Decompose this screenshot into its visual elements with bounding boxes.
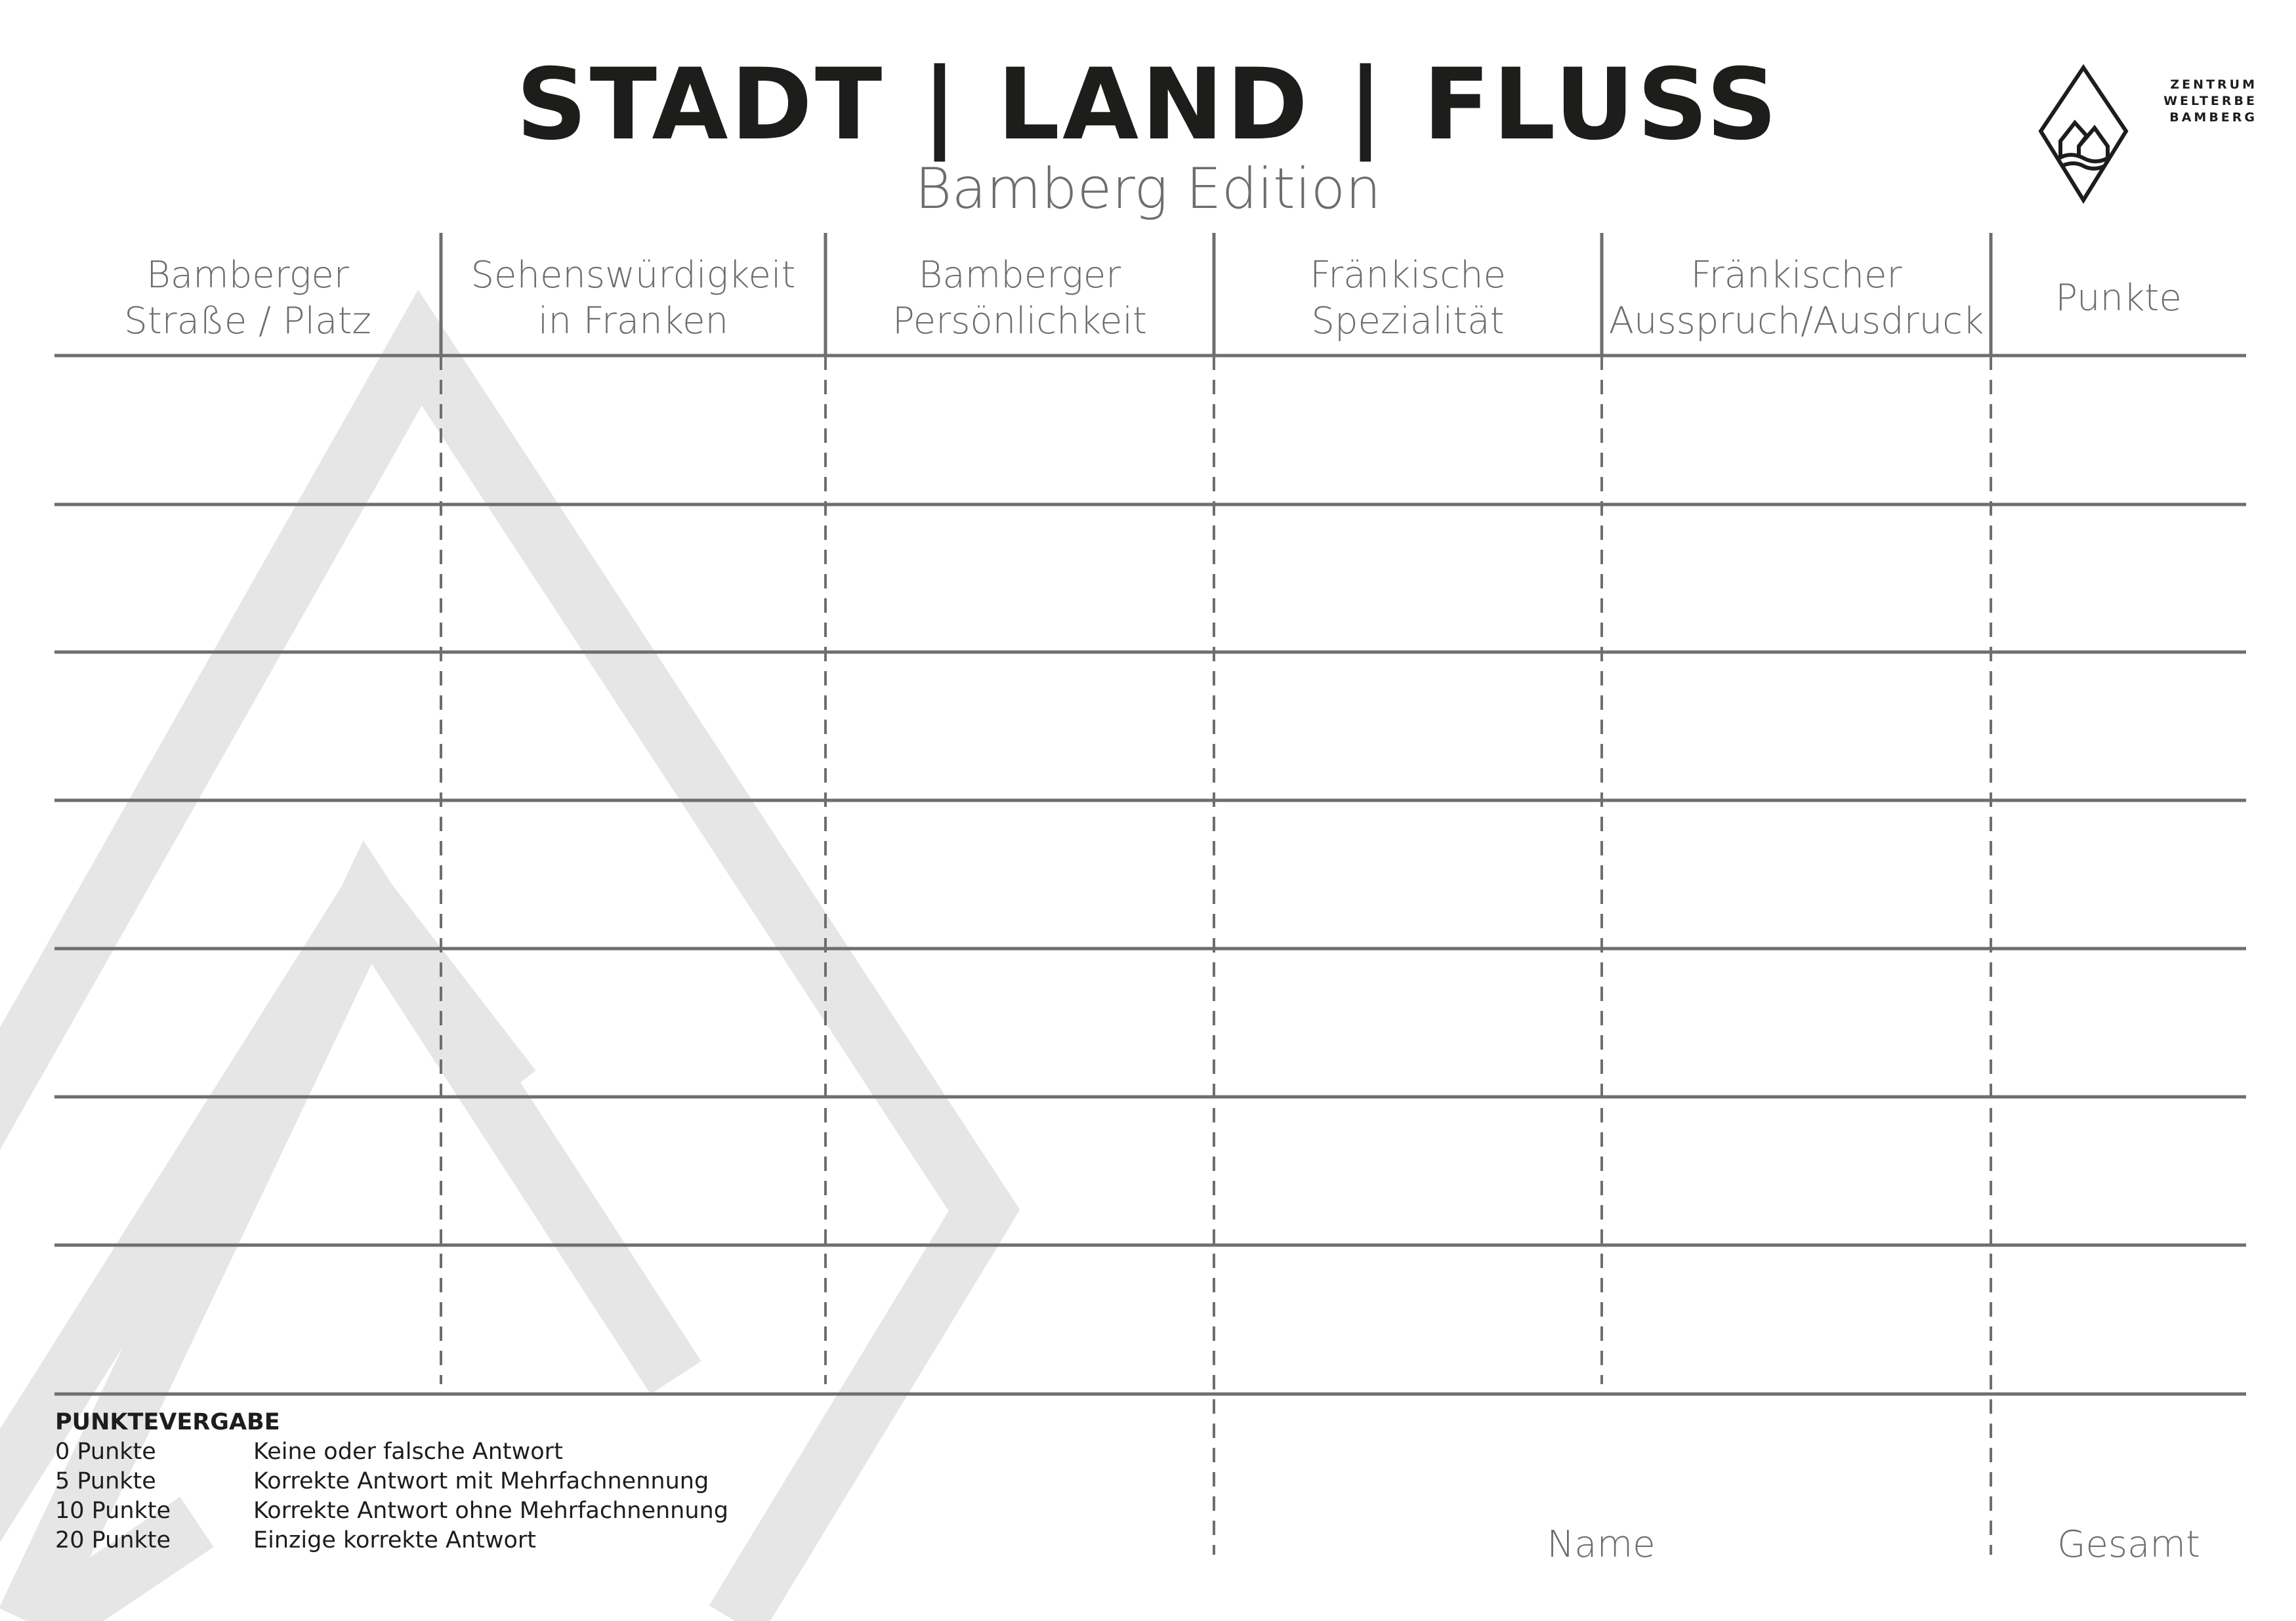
- scoring-legend: [55, 1408, 728, 1555]
- logo-text-line: BAMBERG: [2169, 110, 2257, 125]
- name-label: Name: [1547, 1523, 1656, 1566]
- logo-text-line: ZENTRUM: [2170, 77, 2257, 92]
- scoring-row: 20 Punkte Einzige korrekte Antwort: [55, 1527, 537, 1553]
- column-header-saying: Fränkischer Ausspruch/Ausdruck: [1608, 254, 1984, 342]
- column-header-street: Bamberger Straße / Platz: [124, 254, 371, 342]
- scoring-row: 0 Punkte Keine oder falsche Antwort: [55, 1439, 563, 1465]
- column-header-person: Bamberger Persönlichkeit: [892, 254, 1147, 342]
- scoring-row: 10 Punkte Korrekte Antwort ohne Mehrfachnennung: [55, 1498, 728, 1524]
- total-label: Gesamt: [2057, 1523, 2200, 1566]
- column-header-sight: Sehenswürdigkeit in Franken: [470, 254, 796, 342]
- page-title: STADT | LAND | FLUSS: [516, 48, 1780, 162]
- scoring-title: PUNKTEVERGABE: [55, 1409, 280, 1435]
- column-header-speciality: Fränkische Spezialität: [1310, 254, 1506, 342]
- page-subtitle: Bamberg Edition: [915, 156, 1381, 222]
- scoring-row: 5 Punkte Korrekte Antwort mit Mehrfachnennung: [55, 1468, 709, 1494]
- logo-text-line: WELTERBE: [2163, 94, 2257, 108]
- column-header-points: Punkte: [2055, 277, 2182, 319]
